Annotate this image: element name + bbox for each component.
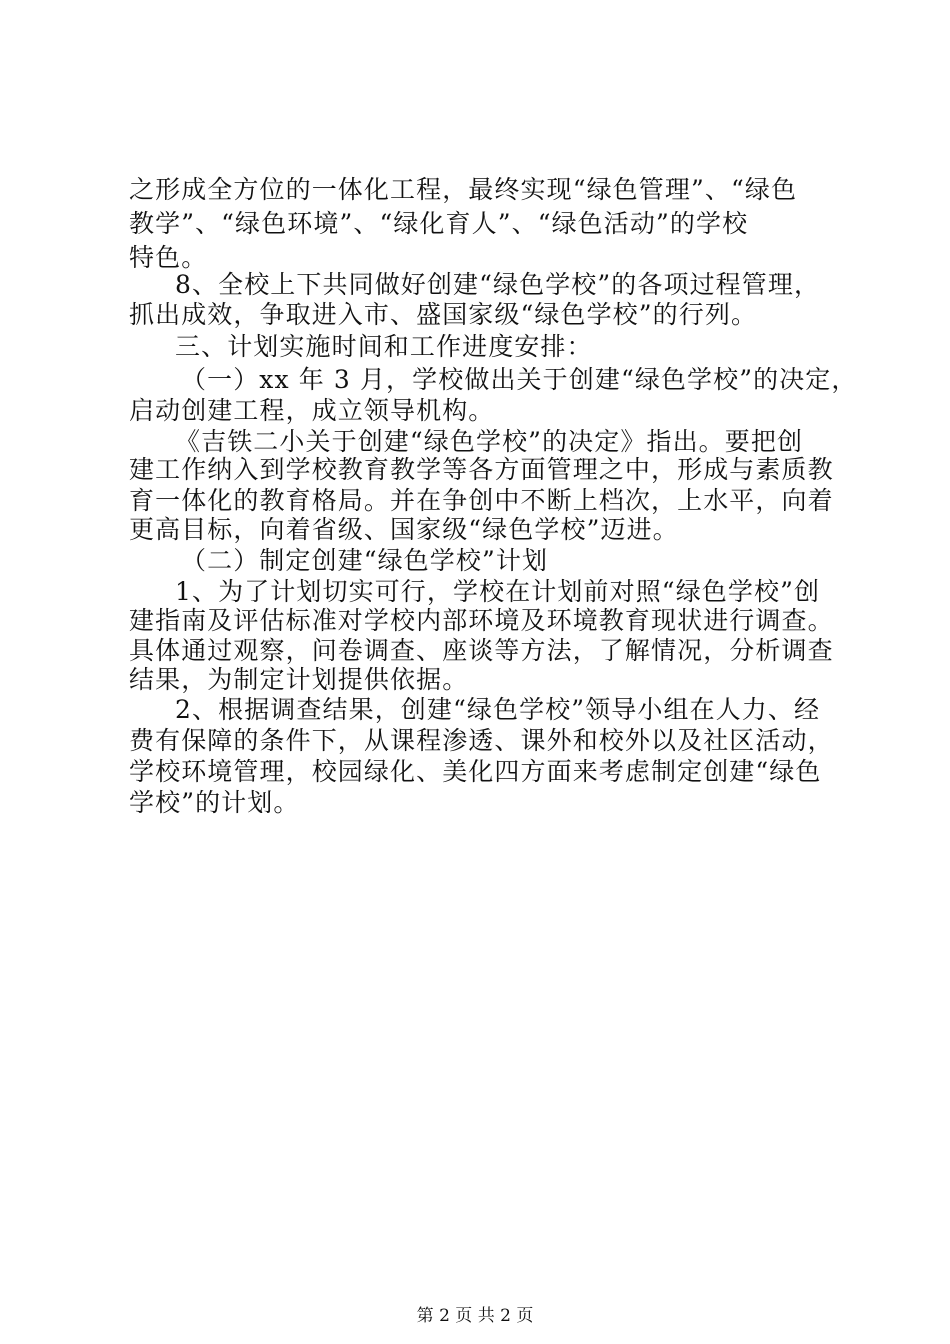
paragraph-line: 学校环境管理，校园绿化、美化四方面来考虑制定创建“绿色 (129, 757, 822, 786)
paragraph-line: 教学”、“绿色环境”、“绿化育人”、“绿色活动”的学校 (129, 209, 749, 238)
paragraph-line: 抓出成效，争取进入市、盛国家级“绿色学校”的行列。 (129, 300, 758, 329)
paragraph-line: 特色。 (129, 243, 208, 272)
page-number-footer: 第 2 页 共 2 页 (416, 1306, 534, 1326)
subsection-heading: （一）xx 年 3 月，学校做出关于创建“绿色学校”的决定， (181, 365, 858, 394)
paragraph-line: 之形成全方位的一体化工程，最终实现“绿色管理”、“绿色 (129, 175, 798, 204)
section-heading: 三、计划实施时间和工作进度安排： (175, 332, 593, 361)
paragraph-line: 启动创建工程，成立领导机构。 (129, 396, 495, 425)
paragraph-line: 1、为了计划切实可行，学校在计划前对照“绿色学校”创 (175, 577, 821, 606)
paragraph-line: 结果，为制定计划提供依据。 (129, 665, 469, 694)
paragraph-line: 费有保障的条件下，从课程渗透、课外和校外以及社区活动， (129, 726, 834, 755)
paragraph-line: 建指南及评估标准对学校内部环境及环境教育现状进行调查。 (129, 606, 834, 635)
paragraph-line: 2、根据调查结果，创建“绿色学校”领导小组在人力、经 (175, 695, 821, 724)
paragraph-line: 具体通过观察，问卷调查、座谈等方法，了解情况，分析调查 (129, 636, 834, 665)
paragraph-line: 育一体化的教育格局。并在争创中不断上档次，上水平，向着 (129, 486, 834, 515)
paragraph-line: 8、全校上下共同做好创建“绿色学校”的各项过程管理， (175, 270, 821, 299)
paragraph-line: 建工作纳入到学校教育教学等各方面管理之中，形成与素质教 (129, 455, 834, 484)
paragraph-line: 更高目标，向着省级、国家级“绿色学校”迈进。 (129, 515, 679, 544)
subsection-heading: （二）制定创建“绿色学校”计划 (181, 546, 549, 575)
paragraph-line: 《吉铁二小关于创建“绿色学校”的决定》指出。要把创 (175, 427, 804, 456)
paragraph-line: 学校”的计划。 (129, 788, 300, 817)
